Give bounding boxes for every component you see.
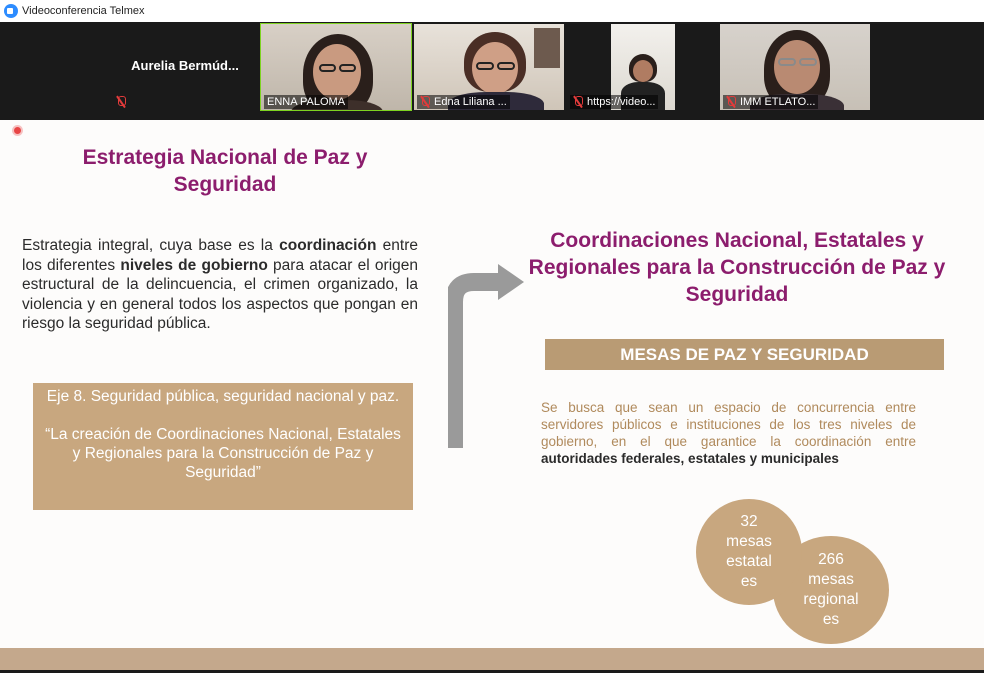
participant-name: ENNA PALOMA (267, 96, 346, 108)
slide-title-right: Coordinaciones Nacional, Estatales y Regionales para la Construcción de Paz y Seguridad (528, 229, 946, 306)
eje-8-title: Eje 8. Seguridad pública, seguridad nacional y paz. (46, 388, 400, 405)
participant-name: https://video... (587, 96, 656, 108)
mesas-header-bar: MESAS DE PAZ Y SEGURIDAD (545, 339, 944, 370)
participant-tile-enna[interactable] (261, 24, 411, 110)
participant-tile-edna[interactable] (414, 24, 564, 110)
circle-number: 266 (818, 551, 844, 568)
shared-presentation-slide (0, 120, 984, 673)
microphone-muted-icon (116, 96, 126, 108)
circle-mesas-estatales: 32 mesas estatal es (696, 499, 802, 605)
participant-name: IMM ETLATO... (740, 96, 816, 108)
participant-name: Edna Liliana ... (434, 96, 507, 108)
slide-title-left: Estrategia Nacional de Paz y Seguridad (82, 146, 368, 196)
intro-paragraph: Estrategia integral, cuya base es la coordinación entre los diferentes niveles de gobierno para atacar el origen estructural de la delincuencia, el crimen organizado, la violencia y en general todos los aspectos que pongan en riesgo la seguridad pública. (22, 237, 419, 332)
eje-8-box (33, 383, 413, 510)
participant-tile-imm[interactable] (720, 24, 870, 110)
app-logo-icon (4, 4, 18, 18)
microphone-muted-icon (726, 96, 736, 108)
participant-name: Aurelia Bermúd... (131, 58, 239, 73)
flow-arrow-icon (448, 262, 528, 452)
window-title: Videoconferencia Telmex (22, 5, 145, 17)
recording-indicator-icon (12, 125, 23, 136)
title-bar (0, 0, 984, 22)
mesas-description: Se busca que sean un espacio de concurrencia entre servidores públicos e instituciones de los tres niveles de gobierno, en el que garantice la coordinación entre autoridades federales, estatales y municipales (541, 400, 916, 466)
participant-tile-url[interactable] (567, 24, 717, 110)
participant-tile-aurelia[interactable] (110, 24, 260, 110)
slide-footer-band (0, 648, 984, 670)
microphone-muted-icon (420, 96, 430, 108)
microphone-muted-icon (573, 96, 583, 108)
circle-mesas-regionales: 266 mesas regional es (773, 536, 889, 644)
participant-video-strip (0, 22, 984, 120)
circle-number: 32 (740, 513, 758, 530)
eje-8-quote: “La creación de Coordinaciones Nacional, Estatales y Regionales para la Construcción de Paz y Seguridad” (45, 426, 401, 481)
